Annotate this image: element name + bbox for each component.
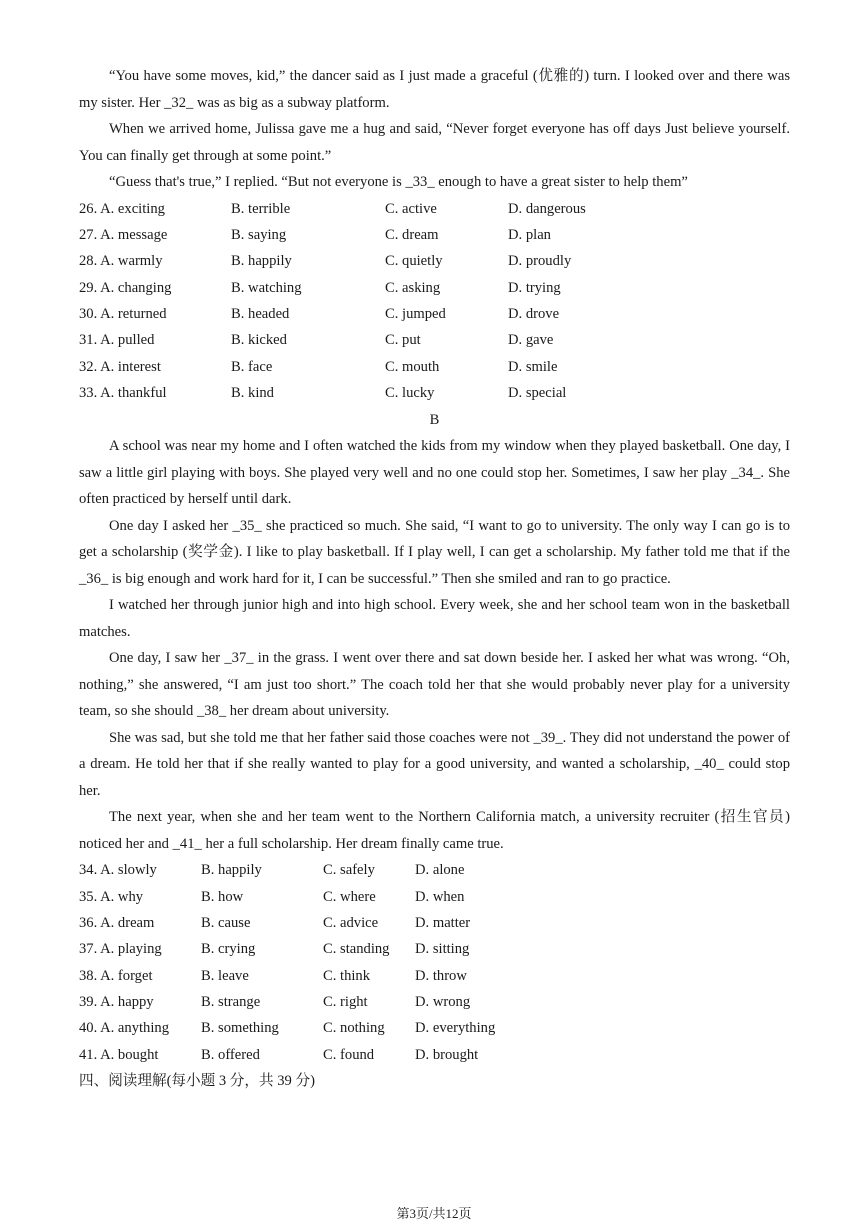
question-options-row (79, 989, 790, 1015)
option-c: C. jumped (385, 306, 446, 323)
option-c: C. nothing (323, 1020, 385, 1037)
section-heading: 四、阅读理解(每小题 3 分，共 39 分) (79, 1073, 315, 1090)
option-a: 31. A. pulled (79, 332, 155, 349)
option-d: D. matter (415, 914, 471, 931)
passage-paragraph: When we arrived home, Julissa gave me a hug and said, “Never forget everyone has off days Just believe yourself. You can finally get through at some point.” (79, 121, 790, 164)
option-b: B. watching (231, 279, 302, 296)
option-d: D. sitting (415, 941, 470, 958)
page-content (79, 63, 790, 1095)
option-a: 37. A. playing (79, 941, 162, 958)
option-a: 29. A. changing (79, 279, 172, 296)
option-d: D. drove (508, 306, 560, 323)
section-title: B (429, 411, 440, 428)
option-b: B. offered (201, 1046, 260, 1063)
option-d: D. dangerous (508, 200, 586, 217)
question-options-row (79, 884, 790, 910)
option-b: B. happily (201, 862, 262, 879)
option-c: C. advice (323, 914, 379, 931)
options-list-b (79, 857, 790, 1068)
option-a: 39. A. happy (79, 994, 154, 1011)
passage-paragraph: She was sad, but she told me that her father said those coaches were not _39_. They did not understand the power of a dream. He told her that if she really wanted to play for a good university, and wanted a scholarship, _40_ could stop her. (79, 729, 790, 799)
option-d: D. brought (415, 1046, 479, 1063)
option-d: D. proudly (508, 253, 572, 270)
option-c: C. standing (323, 941, 390, 958)
option-b: B. happily (231, 253, 292, 270)
option-c: C. put (385, 332, 421, 349)
option-b: B. leave (201, 967, 249, 984)
option-c: C. lucky (385, 385, 435, 402)
option-c: C. asking (385, 279, 441, 296)
options-list-a (79, 196, 790, 407)
question-options-row (79, 910, 790, 936)
option-c: C. think (323, 967, 371, 984)
option-d: D. smile (508, 358, 558, 375)
option-c: C. safely (323, 862, 375, 879)
option-d: D. alone (415, 862, 465, 879)
option-d: D. plan (508, 226, 551, 243)
question-options-row (79, 301, 790, 327)
option-a: 40. A. anything (79, 1020, 169, 1037)
option-d: D. throw (415, 967, 467, 984)
option-a: 28. A. warmly (79, 253, 163, 270)
option-b: B. how (201, 888, 244, 905)
option-d: D. gave (508, 332, 554, 349)
passage-paragraph: One day I asked her _35_ she practiced so much. She said, “I want to go to university. The only way I can go is to get a scholarship (奖学金). I like to play basketball. If I play well, I can get a scholarship. My father told me that if the _36_ is big enough and work hard for it, I can be successful.” Then she smiled and ran to go practice. (79, 517, 790, 587)
option-b: B. saying (231, 226, 287, 243)
option-a: 32. A. interest (79, 358, 161, 375)
passage-paragraph: “You have some moves, kid,” the dancer said as I just made a graceful (优雅的) turn. I looked over and there was my sister. Her _32_ was as big as a subway platform. (79, 68, 790, 111)
option-c: C. where (323, 888, 376, 905)
option-b: B. something (201, 1020, 279, 1037)
option-d: D. special (508, 385, 567, 402)
question-options-row (79, 1042, 790, 1068)
option-b: B. cause (201, 914, 251, 931)
option-b: B. terrible (231, 200, 291, 217)
passage-paragraph: A school was near my home and I often watched the kids from my window when they played basketball. One day, I saw a little girl playing with boys. She played very well and no one could stop her. Sometimes, I saw her play _34_. She often practiced by herself until dark. (79, 438, 790, 508)
option-b: B. kind (231, 385, 274, 402)
option-b: B. headed (231, 306, 290, 323)
passage-paragraph: One day, I saw her _37_ in the grass. I went over there and sat down beside her. I asked her what was wrong. “Oh, nothing,” she answered, “I am just too short.” The coach told her that she would probably never play for a university team, so she should _38_ her dream about university. (79, 650, 790, 720)
question-options-row (79, 963, 790, 989)
option-d: D. wrong (415, 994, 471, 1011)
option-b: B. face (231, 358, 273, 375)
option-a: 34. A. slowly (79, 862, 157, 879)
option-d: D. everything (415, 1020, 496, 1037)
option-c: C. mouth (385, 358, 440, 375)
option-a: 27. A. message (79, 226, 168, 243)
question-options-row (79, 1015, 790, 1041)
option-c: C. active (385, 200, 437, 217)
question-options-row (79, 196, 790, 222)
passage-paragraph: I watched her through junior high and into high school. Every week, she and her school team won in the basketball matches. (79, 597, 790, 640)
option-a: 35. A. why (79, 888, 144, 905)
option-b: B. crying (201, 941, 256, 958)
option-a: 30. A. returned (79, 306, 167, 323)
option-a: 41. A. bought (79, 1046, 159, 1063)
option-a: 36. A. dream (79, 914, 155, 931)
question-options-row (79, 380, 790, 406)
option-b: B. strange (201, 994, 261, 1011)
passage-paragraph: “Guess that's true,” I replied. “But not everyone is _33_ enough to have a great sister to help them” (109, 174, 688, 190)
option-d: D. trying (508, 279, 561, 296)
option-b: B. kicked (231, 332, 287, 349)
option-a: 33. A. thankful (79, 385, 167, 402)
option-a: 26. A. exciting (79, 200, 165, 217)
question-options-row (79, 354, 790, 380)
question-options-row (79, 222, 790, 248)
option-a: 38. A. forget (79, 967, 153, 984)
option-c: C. right (323, 994, 368, 1011)
page-number: 第3页/共12页 (396, 1206, 472, 1221)
option-c: C. dream (385, 226, 439, 243)
question-options-row (79, 327, 790, 353)
question-options-row (79, 275, 790, 301)
passage-paragraph: The next year, when she and her team went to the Northern California match, a university recruiter (招生官员) noticed her and _41_ her a full scholarship. Her dream finally came true. (79, 809, 790, 852)
option-c: C. quietly (385, 253, 443, 270)
question-options-row (79, 248, 790, 274)
question-options-row (79, 857, 790, 883)
option-d: D. when (415, 888, 465, 905)
option-c: C. found (323, 1046, 375, 1063)
question-options-row (79, 936, 790, 962)
